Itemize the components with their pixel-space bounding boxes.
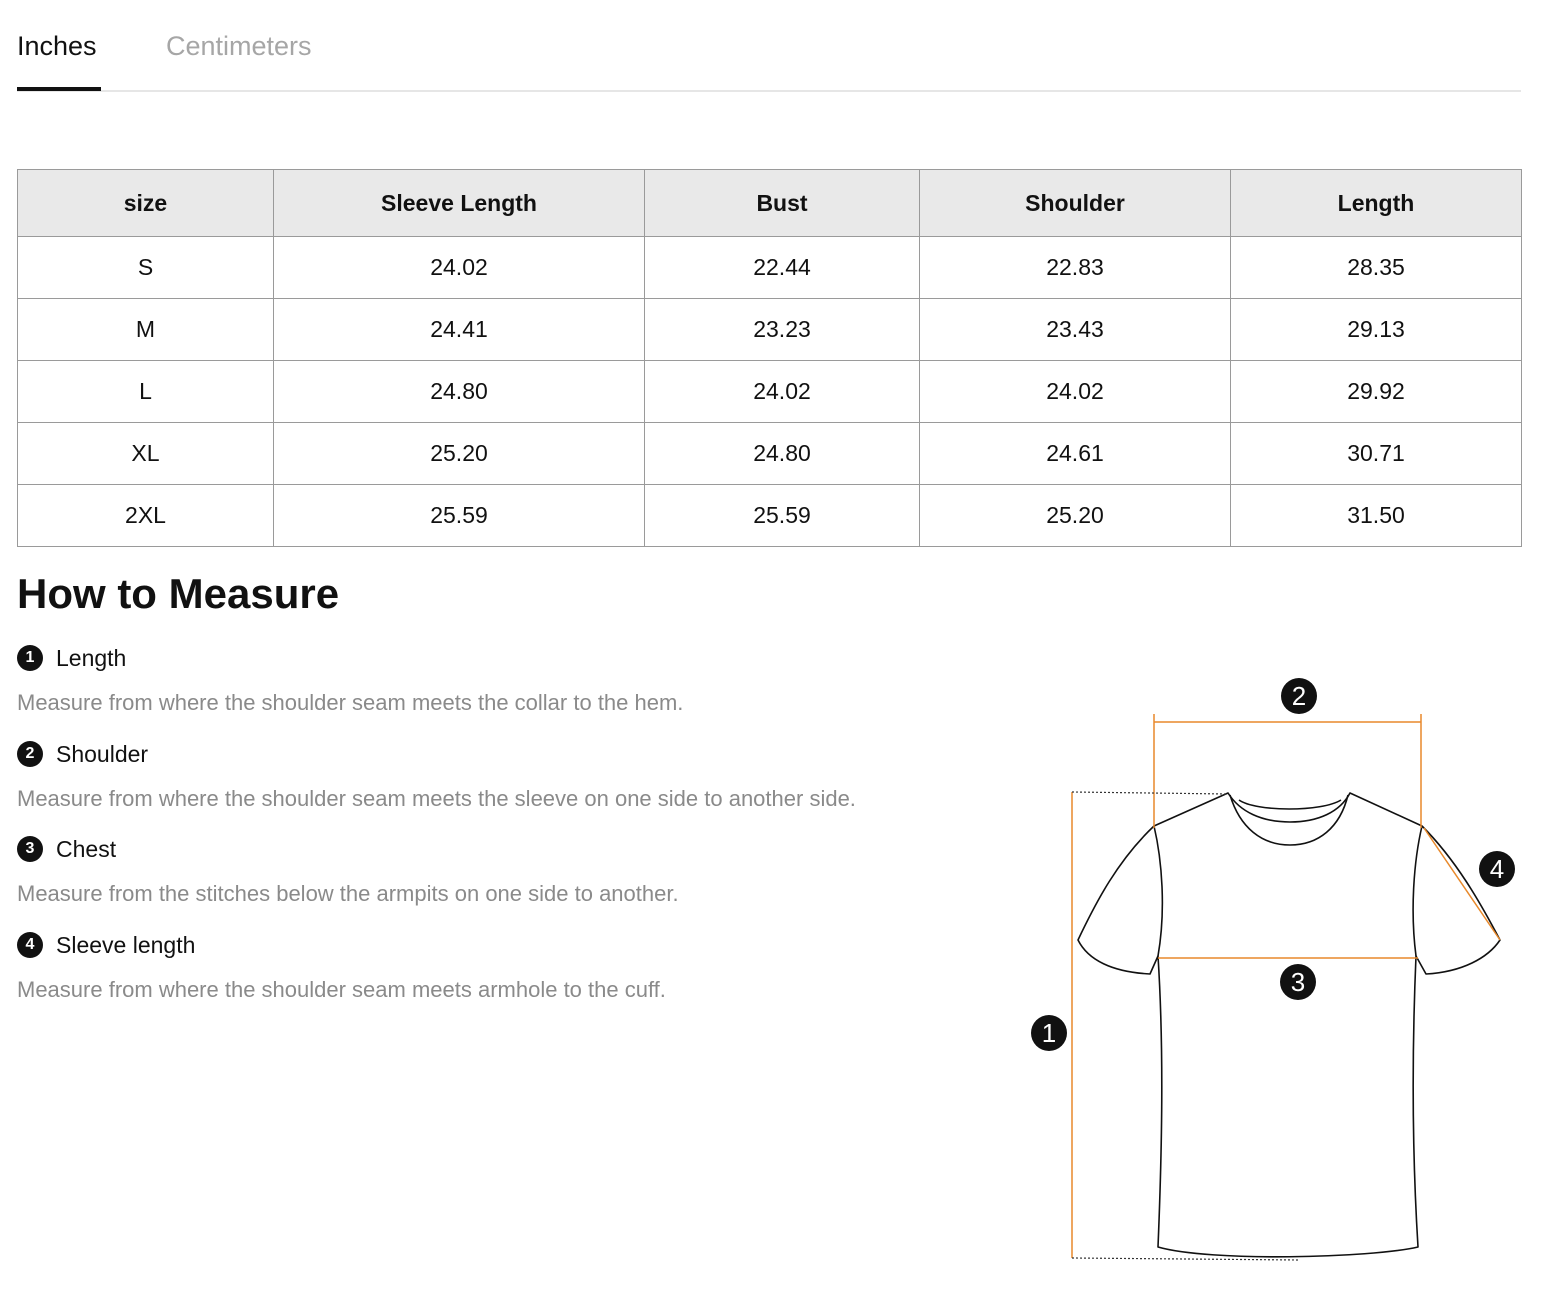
marker-3-label: 3 <box>1290 967 1306 997</box>
measure-description: Measure from where the shoulder seam meets the sleeve on one side to another side. <box>17 786 856 811</box>
cell-size: M <box>18 299 274 361</box>
cell-size: L <box>18 361 274 423</box>
unit-tabs <box>17 0 1521 92</box>
cell-sleeve-length: 24.80 <box>274 361 645 423</box>
cell-length: 29.13 <box>1231 299 1522 361</box>
table-row <box>18 237 1522 299</box>
cell-shoulder: 25.20 <box>920 485 1231 547</box>
header-size: size <box>18 170 274 237</box>
measure-item-shoulder <box>17 739 977 812</box>
tshirt-measurement-diagram <box>1000 640 1540 1280</box>
measure-description: Measure from where the shoulder seam meets armhole to the cuff. <box>17 977 666 1002</box>
header-bust: Bust <box>645 170 920 237</box>
cell-shoulder: 23.43 <box>920 299 1231 361</box>
tab-centimeters[interactable]: Centimeters <box>166 31 312 61</box>
cell-bust: 23.23 <box>645 299 920 361</box>
table-row <box>18 361 1522 423</box>
measure-description: Measure from where the shoulder seam meets the collar to the hem. <box>17 690 684 715</box>
measure-item-sleeve-length <box>17 930 977 1003</box>
cell-shoulder: 24.02 <box>920 361 1231 423</box>
measure-label: Chest <box>56 835 117 862</box>
header-sleeve-length: Sleeve Length <box>274 170 645 237</box>
number-badge-icon: 1 <box>17 645 43 671</box>
tab-inches[interactable]: Inches <box>17 31 97 61</box>
cell-length: 31.50 <box>1231 485 1522 547</box>
tshirt-outline-icon <box>1078 793 1500 1257</box>
marker-4-label: 4 <box>1489 854 1505 884</box>
measure-label: Length <box>56 644 127 671</box>
cell-sleeve-length: 25.20 <box>274 423 645 485</box>
cell-shoulder: 24.61 <box>920 423 1231 485</box>
cell-bust: 25.59 <box>645 485 920 547</box>
cell-bust: 22.44 <box>645 237 920 299</box>
dotted-guides <box>1072 792 1300 1260</box>
cell-bust: 24.02 <box>645 361 920 423</box>
measure-label: Shoulder <box>56 740 149 767</box>
table-row <box>18 299 1522 361</box>
cell-sleeve-length: 25.59 <box>274 485 645 547</box>
cell-size: S <box>18 237 274 299</box>
marker-2-label: 2 <box>1291 681 1307 711</box>
cell-shoulder: 22.83 <box>920 237 1231 299</box>
number-badge-icon: 2 <box>17 741 43 767</box>
table-header-row <box>18 170 1522 237</box>
number-badge-icon: 4 <box>17 932 43 958</box>
active-tab-indicator <box>17 87 101 91</box>
cell-sleeve-length: 24.41 <box>274 299 645 361</box>
measure-label: Sleeve length <box>56 931 196 958</box>
cell-length: 30.71 <box>1231 423 1522 485</box>
size-chart-table <box>17 169 1522 547</box>
cell-length: 28.35 <box>1231 237 1522 299</box>
table-row <box>18 485 1522 547</box>
measure-item-chest <box>17 834 977 907</box>
cell-sleeve-length: 24.02 <box>274 237 645 299</box>
diagram-markers <box>1031 678 1515 1051</box>
cell-size: XL <box>18 423 274 485</box>
table-row <box>18 423 1522 485</box>
cell-size: 2XL <box>18 485 274 547</box>
measure-description: Measure from the stitches below the armpits on one side to another. <box>17 881 679 906</box>
how-to-measure-title: How to Measure <box>17 570 340 617</box>
cell-length: 29.92 <box>1231 361 1522 423</box>
cell-bust: 24.80 <box>645 423 920 485</box>
header-shoulder: Shoulder <box>920 170 1231 237</box>
header-length: Length <box>1231 170 1522 237</box>
marker-1-label: 1 <box>1041 1018 1057 1048</box>
number-badge-icon: 3 <box>17 836 43 862</box>
measure-item-length <box>17 643 977 716</box>
